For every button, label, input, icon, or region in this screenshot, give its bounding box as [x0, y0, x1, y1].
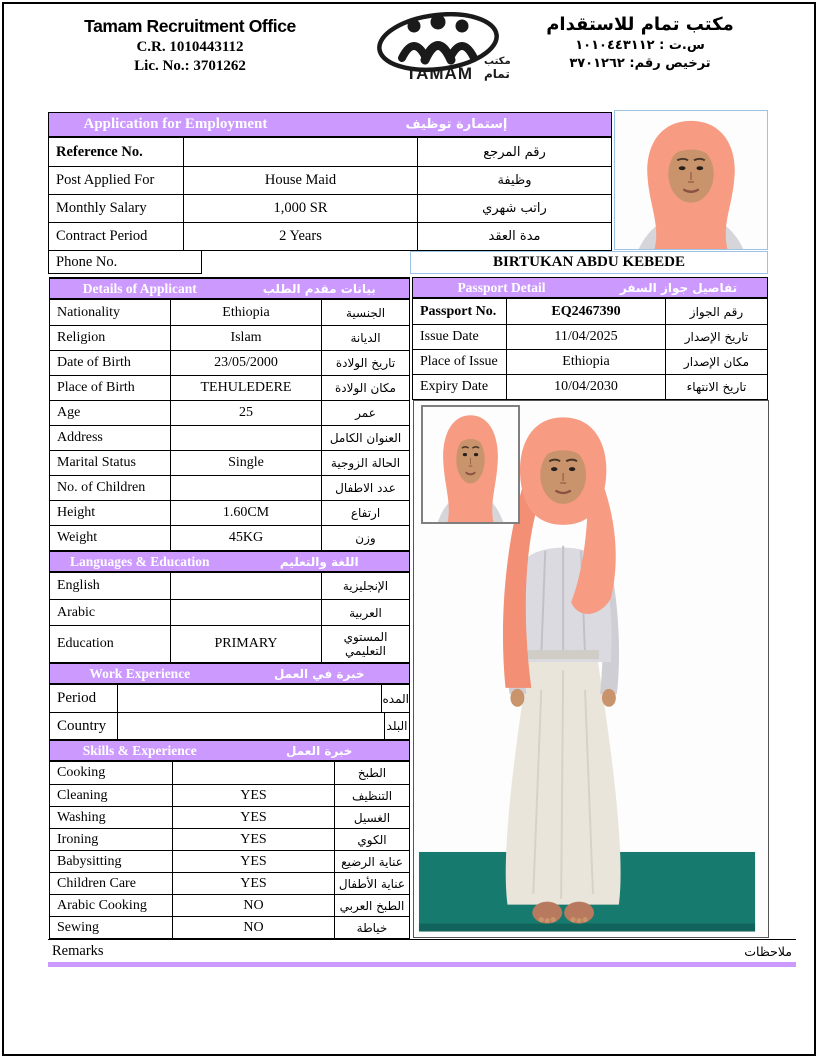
- row-value: 10/04/2030: [506, 375, 666, 399]
- row-label-arabic: تاريخ الانتهاء: [686, 380, 747, 394]
- row-label-arabic: الغسيل: [353, 810, 391, 825]
- svg-text:TAMAM: TAMAM: [406, 64, 473, 83]
- applicant-name: BIRTUKAN ABDU KEBEDE: [410, 251, 768, 274]
- letterhead-arabic: [508, 14, 772, 71]
- office-name: Tamam Recruitment Office: [84, 16, 296, 36]
- row-label-arabic: الكوي: [357, 832, 387, 847]
- section-title-arabic: خبرة العمل: [286, 743, 353, 758]
- table-row: [49, 138, 611, 166]
- table-row: [50, 325, 409, 350]
- row-label: Reference No.: [56, 143, 143, 160]
- row-value: YES: [172, 851, 335, 872]
- languages-section-header: [50, 550, 409, 573]
- application-section-header: [49, 113, 611, 138]
- table-row: [50, 806, 409, 828]
- row-label: Cooking: [57, 765, 106, 780]
- table-row: [50, 685, 409, 712]
- row-label: Washing: [57, 809, 106, 825]
- row-value: YES: [172, 873, 335, 894]
- table-row: [50, 712, 409, 739]
- section-title: Passport Detail: [457, 279, 546, 295]
- row-value: TEHULEDERE: [170, 376, 322, 400]
- table-row: [49, 194, 611, 222]
- row-label: No. of Children: [57, 480, 146, 495]
- section-title-arabic: إستمارة توظيف: [405, 117, 508, 132]
- row-value: YES: [172, 807, 335, 828]
- row-label-arabic: خياطة: [356, 920, 388, 935]
- row-label: Period: [57, 690, 97, 706]
- section-title: Skills & Experience: [82, 742, 197, 758]
- row-label: Marital Status: [57, 455, 136, 470]
- row-value: YES: [172, 785, 335, 806]
- row-label-arabic: ارتفاع: [350, 506, 381, 520]
- row-value: 25: [170, 401, 322, 425]
- table-row: [50, 850, 409, 872]
- row-label-arabic: الجنسية: [345, 305, 386, 320]
- row-value: [117, 713, 385, 739]
- table-row: [50, 475, 409, 500]
- skills-section-header: [50, 739, 409, 762]
- row-label: Passport No.: [420, 303, 497, 319]
- passport-table: [412, 277, 768, 400]
- tamam-logo-icon: [362, 12, 514, 84]
- row-label-arabic: عناية الأطفال: [338, 876, 406, 891]
- row-label: Nationality: [57, 304, 120, 320]
- table-row: [50, 573, 409, 599]
- row-label-arabic: الطبخ: [357, 766, 387, 780]
- row-label: Place of Issue: [420, 354, 498, 369]
- table-row: [50, 872, 409, 894]
- row-label-arabic: الطبخ العربي: [339, 898, 405, 913]
- row-label-arabic: مدة العقد: [488, 229, 541, 244]
- table-row: [50, 525, 409, 550]
- cr-number: C.R. 1010443112: [136, 39, 244, 55]
- table-row: [50, 450, 409, 475]
- row-label: Education: [57, 636, 114, 651]
- row-value: [172, 762, 335, 784]
- work-table: [50, 685, 409, 739]
- row-label-arabic: المستوي التعليمي: [343, 630, 388, 658]
- section-title-arabic: تفاصيل جواز السفر: [619, 280, 738, 295]
- row-label: Religion: [57, 330, 106, 345]
- table-row: [50, 375, 409, 400]
- row-value: EQ2467390: [506, 299, 666, 324]
- row-label: Place of Birth: [57, 380, 135, 395]
- row-value: 11/04/2025: [506, 325, 666, 349]
- table-row: [50, 599, 409, 625]
- row-label-arabic: رقم الجواز: [689, 304, 744, 319]
- row-value: PRIMARY: [170, 626, 322, 662]
- row-label-arabic: عدد الاطفال: [335, 481, 396, 495]
- row-label: Weight: [57, 530, 98, 545]
- row-value: NO: [172, 895, 335, 916]
- section-title-arabic: اللغة والتعليم: [279, 554, 359, 569]
- row-label: Contract Period: [56, 228, 148, 244]
- cr-number-arabic: س.ت : ١٠١٠٤٤٣١١٢: [575, 38, 705, 53]
- section-title: Application for Employment: [83, 116, 268, 132]
- row-value: Ethiopia: [506, 350, 666, 374]
- row-label-arabic: الإنجليزية: [342, 579, 389, 593]
- row-value: [170, 426, 322, 450]
- applicant-fullbody-photo: [413, 400, 769, 938]
- row-value: 23/05/2000: [170, 351, 322, 375]
- row-label-arabic: التنظيف: [351, 788, 393, 803]
- row-value: 1.60CM: [170, 501, 322, 525]
- row-label: English: [57, 578, 100, 593]
- details-section-header: [50, 277, 409, 300]
- row-value: YES: [172, 829, 335, 850]
- row-label: Issue Date: [420, 329, 479, 344]
- row-value: Single: [170, 451, 322, 475]
- row-label: Age: [57, 405, 81, 420]
- row-value: [170, 573, 322, 599]
- row-label-arabic: وظيفة: [497, 173, 532, 188]
- license-number-arabic: ترخيص رقم: ٣٧٠١٢٦٢: [569, 56, 711, 71]
- phone-label: Phone No.: [48, 251, 202, 274]
- row-label-arabic: الديانة: [350, 331, 381, 345]
- remarks-label: Remarks: [52, 942, 104, 959]
- table-row: [413, 349, 767, 374]
- table-row: [50, 500, 409, 525]
- row-value: NO: [172, 917, 335, 938]
- table-row: [50, 425, 409, 450]
- row-label-arabic: الحالة الزوجية: [330, 456, 401, 470]
- table-row: [50, 916, 409, 938]
- phone-value: [202, 251, 410, 274]
- section-title: Details of Applicant: [82, 280, 197, 296]
- remarks-label-arabic: ملاحظات: [744, 943, 792, 959]
- row-label-arabic: العنوان الكامل: [329, 431, 402, 445]
- table-row: [413, 374, 767, 399]
- row-label: Country: [57, 717, 107, 734]
- remarks-divider: [48, 962, 796, 967]
- section-title: Languages & Education: [69, 553, 210, 569]
- details-table: [50, 300, 409, 550]
- row-value: Ethiopia: [170, 300, 322, 325]
- table-row: [50, 828, 409, 850]
- application-table: [48, 112, 612, 251]
- row-label: Children Care: [57, 875, 136, 891]
- row-label: Height: [57, 505, 96, 520]
- row-value: [183, 138, 418, 166]
- row-label-arabic: تاريخ الولادة: [335, 356, 396, 370]
- svg-text:مكتب: مكتب: [484, 56, 511, 67]
- table-row: [50, 784, 409, 806]
- row-label-arabic: عمر: [355, 406, 376, 420]
- row-value: [117, 685, 383, 712]
- table-row: [413, 324, 767, 349]
- remarks-section: [48, 939, 796, 967]
- passport-section-header: [413, 278, 767, 299]
- left-tables: [49, 277, 410, 940]
- section-title-arabic: خبرة في العمل: [273, 666, 365, 681]
- row-label-arabic: مكان الإصدار: [683, 355, 750, 369]
- row-label: Ironing: [57, 831, 99, 847]
- table-row: [413, 299, 767, 324]
- office-name-arabic: مكتب تمام للاستقدام: [546, 14, 734, 35]
- row-label: Arabic: [57, 604, 96, 620]
- row-label: Babysitting: [57, 853, 122, 869]
- table-row: [50, 350, 409, 375]
- row-label-arabic: المده: [382, 691, 409, 706]
- license-number: Lic. No.: 3701262: [134, 58, 246, 74]
- work-section-header: [50, 662, 409, 685]
- table-row: [50, 300, 409, 325]
- row-label: Date of Birth: [57, 355, 131, 370]
- row-label: Monthly Salary: [56, 200, 147, 216]
- section-title: Work Experience: [89, 665, 191, 681]
- table-row: [50, 400, 409, 425]
- row-value: Islam: [170, 326, 322, 350]
- row-label-arabic: مكان الولادة: [334, 381, 396, 395]
- row-label: Cleaning: [57, 787, 108, 803]
- letterhead-english: [70, 16, 310, 75]
- skills-table: [50, 762, 409, 938]
- row-label-arabic: البلد: [386, 719, 408, 733]
- row-label: Expiry Date: [420, 379, 489, 394]
- table-row: [50, 625, 409, 662]
- row-value: 2 Years: [183, 223, 418, 250]
- row-label-arabic: رقم المرجع: [483, 144, 546, 160]
- row-label-arabic: العربية: [349, 605, 382, 620]
- row-label-arabic: تاريخ الإصدار: [684, 330, 749, 344]
- table-row: [49, 166, 611, 194]
- row-label: Arabic Cooking: [57, 897, 147, 913]
- row-label-arabic: راتب شهري: [482, 201, 547, 216]
- row-value: [170, 600, 322, 625]
- row-label-arabic: وزن: [355, 531, 376, 545]
- row-label: Sewing: [57, 919, 99, 935]
- svg-text:تمام: تمام: [484, 67, 510, 81]
- row-value: 1,000 SR: [183, 195, 418, 222]
- languages-table: [50, 573, 409, 662]
- phone-row: [48, 251, 410, 274]
- row-value: 45KG: [170, 526, 322, 550]
- applicant-headshot-photo: [614, 110, 768, 250]
- row-label-arabic: عناية الرضيع: [341, 854, 403, 869]
- row-value: [170, 476, 322, 500]
- section-title-arabic: بيانات مقدم الطلب: [262, 281, 376, 296]
- table-row: [50, 894, 409, 916]
- applicant-passport-photo: [421, 405, 520, 524]
- table-row: [49, 222, 611, 250]
- row-value: House Maid: [183, 167, 418, 194]
- row-label: Address: [57, 430, 103, 445]
- table-row: [50, 762, 409, 784]
- row-label: Post Applied For: [56, 172, 155, 188]
